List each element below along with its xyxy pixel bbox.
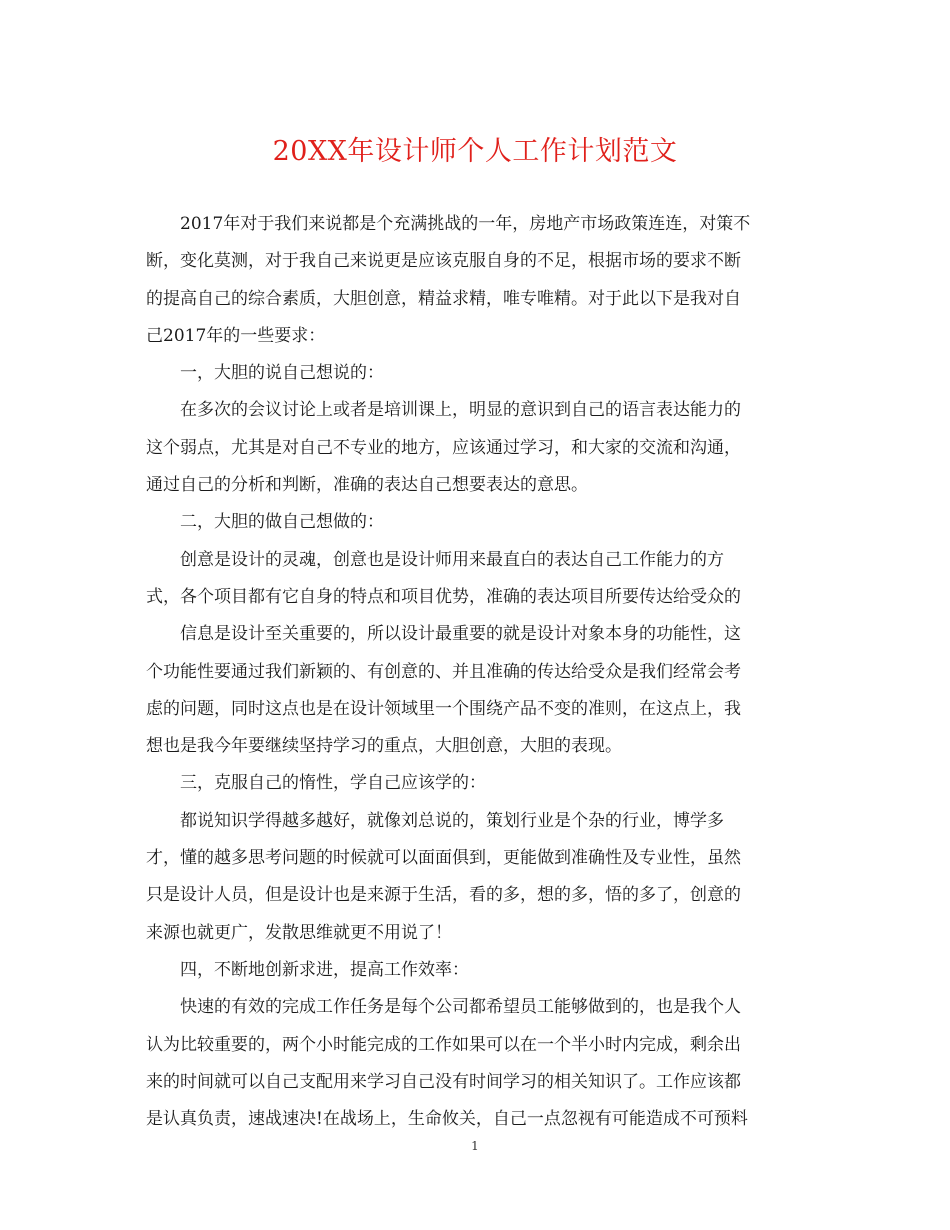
- body-line: 通过自己的分析和判断，准确的表达自己想要表达的意思。: [146, 475, 588, 496]
- body-line: 只是设计人员，但是设计也是来源于生活，看的多，想的多，悟的多了，创意的: [146, 885, 741, 906]
- body-line: 2017年对于我们来说都是个充满挑战的一年，房地产市场政策连连，对策不: [180, 214, 751, 234]
- body-line: 己2017年的一些要求：: [146, 325, 326, 346]
- body-line: 虑的问题，同时这点也是在设计领域里一个围绕产品不变的准则，在这点上，我: [146, 698, 741, 719]
- body-line: 在多次的会议讨论上或者是培训课上，明显的意识到自己的语言表达能力的: [180, 400, 741, 421]
- body-line: 想也是我今年要继续坚持学习的重点，大胆创意，大胆的表现。: [146, 736, 622, 757]
- document-title: 20XX年设计师个人工作计划范文: [272, 136, 678, 167]
- body-line: 个功能性要通过我们新颖的、有创意的、并且准确的传达给受众是我们经常会考: [146, 661, 741, 682]
- body-line: 三，克服自己的惰性，学自己应该学的：: [180, 773, 486, 794]
- body-line: 创意是设计的灵魂，创意也是设计师用来最直白的表达自己工作能力的方: [180, 549, 724, 570]
- page-number: 1: [471, 1139, 479, 1153]
- body-line: 是认真负责，速战速决!在战场上，生命攸关，自己一点忽视有可能造成不可预料: [146, 1109, 748, 1130]
- body-line: 信息是设计至关重要的，所以设计最重要的就是设计对象本身的功能性，这: [180, 624, 741, 645]
- body-line: 来的时间就可以自己支配用来学习自己没有时间学习的相关知识了。工作应该都: [146, 1071, 741, 1092]
- body-line: 认为比较重要的，两个小时能完成的工作如果可以在一个半小时内完成，剩余出: [146, 1034, 741, 1055]
- body-line: 都说知识学得越多越好，就像刘总说的，策划行业是个杂的行业，博学多: [180, 810, 724, 831]
- document-body: [146, 206, 806, 1138]
- body-line: 才，懂的越多思考问题的时候就可以面面俱到，更能做到准确性及专业性，虽然: [146, 848, 741, 869]
- body-line: 来源也就更广，发散思维就更不用说了！: [146, 922, 452, 943]
- body-line: 式，各个项目都有它自身的特点和项目优势，准确的表达项目所要传达给受众的: [146, 586, 741, 607]
- body-line: 断，变化莫测，对于我自己来说更是应该克服自身的不足，根据市场的要求不断: [146, 251, 741, 272]
- body-line: 的提高自己的综合素质，大胆创意，精益求精，唯专唯精。对于此以下是我对自: [146, 288, 741, 309]
- body-line: 四，不断地创新求进，提高工作效率：: [180, 959, 469, 980]
- body-line: 二，大胆的做自己想做的：: [180, 512, 384, 533]
- body-line: 快速的有效的完成工作任务是每个公司都希望员工能够做到的，也是我个人: [180, 997, 741, 1018]
- body-line: 一，大胆的说自己想说的：: [180, 363, 384, 384]
- body-line: 这个弱点，尤其是对自己不专业的地方，应该通过学习，和大家的交流和沟通，: [146, 437, 741, 458]
